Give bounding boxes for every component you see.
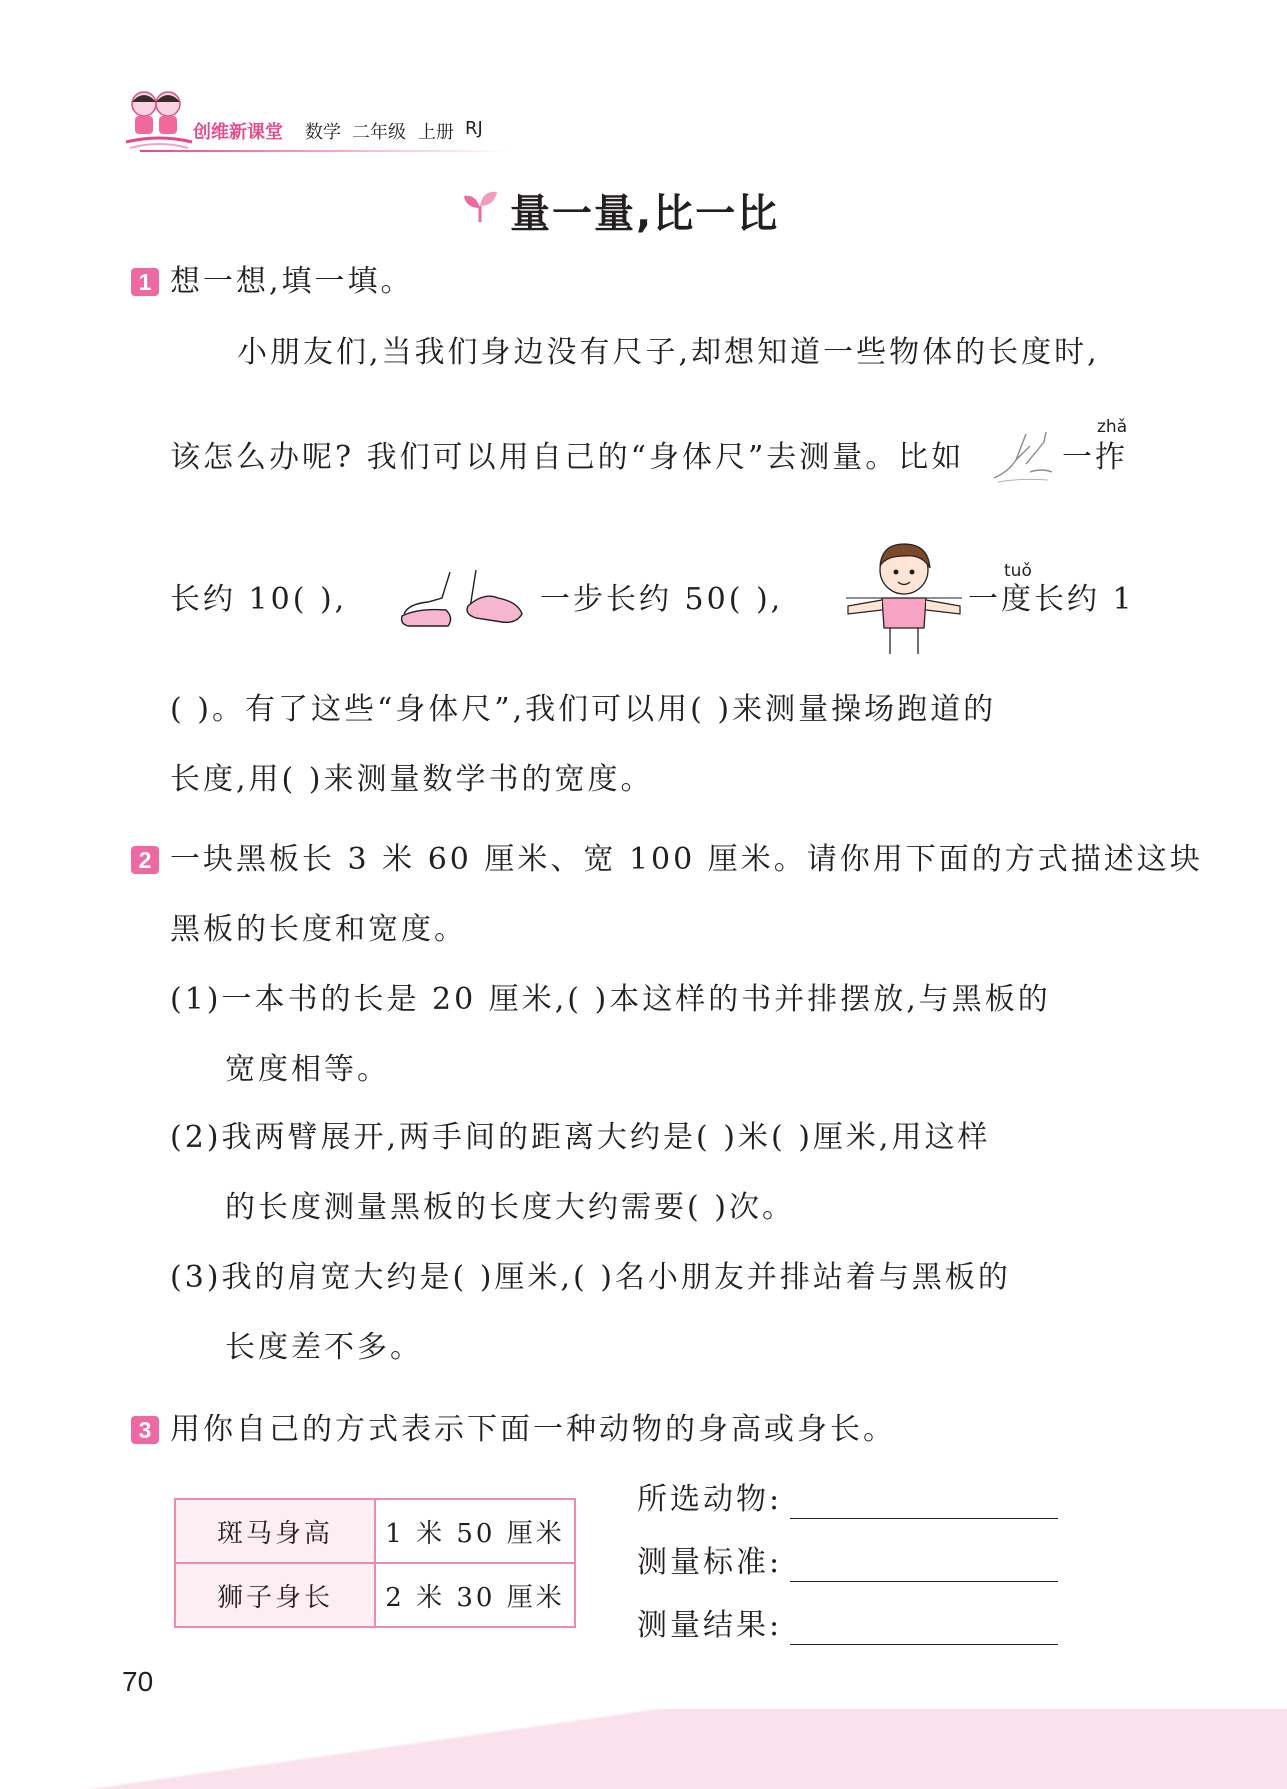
header-volume: 上册 xyxy=(418,122,454,143)
q1-line-3b: 一步长约 50( ), xyxy=(540,582,784,617)
table-cell-value: 2 米 30 厘米 xyxy=(375,1563,575,1627)
q1-prompt: 想一想,填一填。 xyxy=(170,264,414,299)
q2-line-2: 黑板的长度和宽度。 xyxy=(170,912,467,947)
header-brand: 创维新课堂 xyxy=(193,122,283,143)
q2-part-3b: 长度差不多。 xyxy=(225,1330,423,1365)
question-1-number: 1 xyxy=(131,268,159,296)
answer-line-measure-result[interactable] xyxy=(790,1644,1058,1645)
q1-line-3c: 一度长约 1 xyxy=(968,582,1135,617)
q1-line-5: 长度,用( )来测量数学书的宽度。 xyxy=(170,762,654,797)
animal-size-table xyxy=(174,1498,576,1628)
lesson-title: 量一量,比一比 xyxy=(510,191,780,237)
footstep-illustration xyxy=(398,568,528,632)
q2-part-2a: (2)我两臂展开,两手间的距离大约是( )米( )厘米,用这样 xyxy=(170,1120,991,1155)
table-cell-label: 斑马身高 xyxy=(175,1499,375,1563)
zha-pinyin: zhǎ xyxy=(1097,417,1128,437)
field-label-measure-standard: 测量标准: xyxy=(637,1545,783,1580)
q2-part-3a: (3)我的肩宽大约是( )厘米,( )名小朋友并排站着与黑板的 xyxy=(170,1260,1011,1295)
page-number: 70 xyxy=(122,1666,154,1697)
header-subject: 数学 xyxy=(305,122,341,143)
question-3-number: 3 xyxy=(131,1416,159,1444)
q1-line-2: 该怎么办呢? 我们可以用自己的“身体尺”去测量。比如 xyxy=(170,440,965,475)
tuo-pinyin: tuǒ xyxy=(1004,561,1032,581)
table-row xyxy=(175,1563,575,1627)
q2-part-1b: 宽度相等。 xyxy=(225,1052,390,1087)
table-cell-label: 狮子身长 xyxy=(175,1563,375,1627)
q1-line-3a: 长约 10( ), xyxy=(170,582,348,617)
q2-line-1: 一块黑板长 3 米 60 厘米、宽 100 厘米。请你用下面的方式描述这块 xyxy=(170,842,1203,877)
outstretched-arms-boy-illustration xyxy=(842,540,966,658)
header-underline xyxy=(140,150,510,152)
question-2-number: 2 xyxy=(131,846,159,874)
answer-line-selected-animal[interactable] xyxy=(790,1518,1058,1519)
q3-prompt: 用你自己的方式表示下面一种动物的身高或身长。 xyxy=(170,1412,896,1447)
q1-line-1: 小朋友们,当我们身边没有尺子,却想知道一些物体的长度时, xyxy=(237,335,1100,370)
q2-part-1a: (1)一本书的长是 20 厘米,( )本这样的书并排摆放,与黑板的 xyxy=(170,982,1051,1017)
hand-span-illustration xyxy=(990,428,1060,486)
footer-band xyxy=(0,1709,1287,1789)
header-mascot-illustration xyxy=(124,86,194,154)
field-label-measure-result: 测量结果: xyxy=(637,1608,783,1643)
table-row xyxy=(175,1499,575,1563)
field-label-selected-animal: 所选动物: xyxy=(637,1482,783,1517)
q1-line-4: ( )。有了这些“身体尺”,我们可以用( )来测量操场跑道的 xyxy=(170,692,997,727)
q2-part-2b: 的长度测量黑板的长度大约需要( )次。 xyxy=(225,1190,795,1225)
table-cell-value: 1 米 50 厘米 xyxy=(375,1499,575,1563)
zha-text: 一拃 xyxy=(1062,440,1128,475)
sprout-icon xyxy=(460,188,500,224)
header-edition: RJ xyxy=(465,118,483,139)
header-grade: 二年级 xyxy=(352,122,406,143)
answer-line-measure-standard[interactable] xyxy=(790,1581,1058,1582)
